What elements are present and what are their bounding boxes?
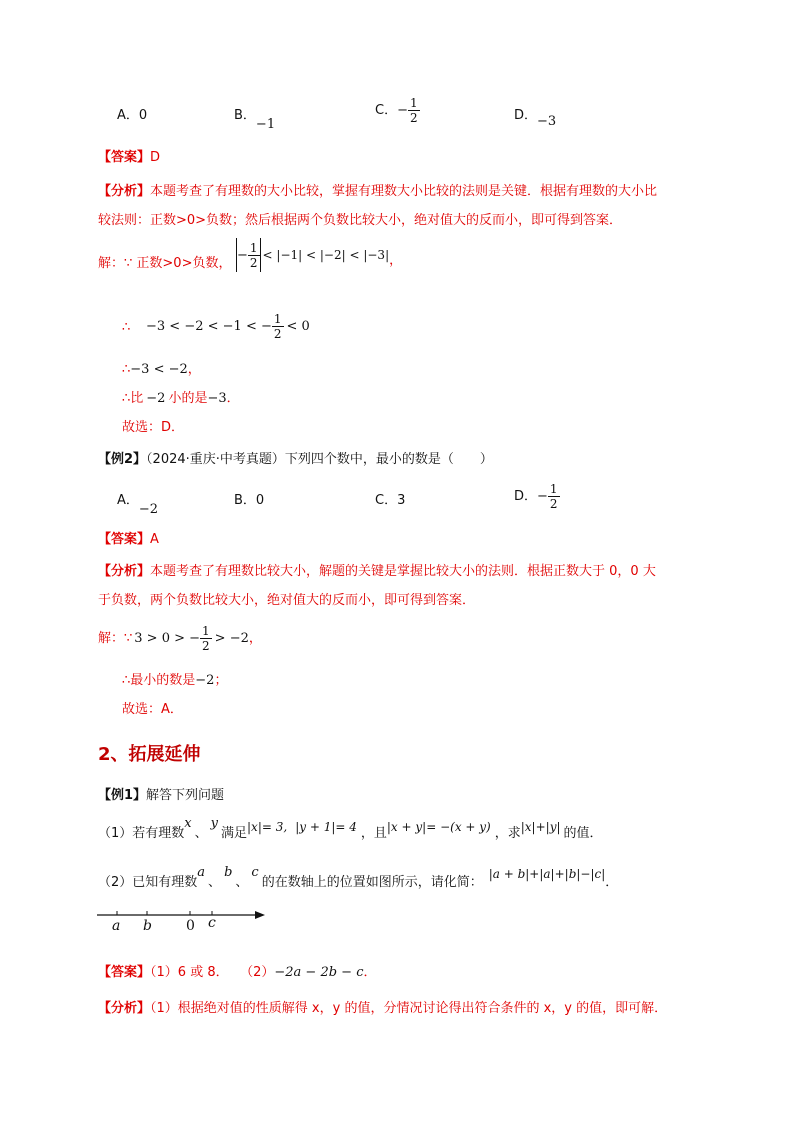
ex2-tag: 【例2】 xyxy=(98,452,147,467)
p1-x: x xyxy=(184,816,192,831)
line4-a: ∴比 xyxy=(122,391,144,406)
q1-solve-line-3 xyxy=(122,360,201,380)
fraction-numerator: 1 xyxy=(202,624,210,638)
line4-m2: −3 xyxy=(207,391,227,406)
ex1b-part-2 xyxy=(98,865,619,893)
ex1b-heading xyxy=(98,786,224,806)
p1-e: 的值． xyxy=(563,826,603,841)
q1-analysis-line-2: 较法则：正数>0>负数；然后根据两个负数比较大小，绝对值大的反而小，即可得到答案． xyxy=(98,213,623,228)
min-end: ； xyxy=(214,673,228,688)
analysis-tag: 【分析】 xyxy=(98,184,151,199)
number-line xyxy=(95,905,270,935)
p1-sep: 、 xyxy=(194,826,208,841)
line3-math: −3 < −2 xyxy=(130,362,188,377)
fraction-denominator: 2 xyxy=(549,497,558,511)
ex2-option-b: B．0 xyxy=(234,493,265,508)
q1-option-c-fraction xyxy=(408,96,420,125)
abs-bar xyxy=(260,238,261,272)
ex2-heading xyxy=(98,450,493,470)
fraction-denominator: 2 xyxy=(202,639,210,653)
p1-b: 满足 xyxy=(221,826,248,841)
line3-prefix: ∴ xyxy=(122,362,131,377)
ex2-solve-line xyxy=(98,624,262,653)
ineq-left: −3 < −2 < −1 < − xyxy=(146,319,272,334)
line4-m1: −2 xyxy=(146,391,166,406)
analysis-text: 本题考查了有理数比较大小，解题的关键是掌握比较大小的法则．根据正数大于 0，0 大 xyxy=(150,564,656,579)
ex2-analysis-line-1 xyxy=(98,562,656,582)
ex2-answer xyxy=(98,530,159,550)
q1-option-a: A．0 xyxy=(117,108,148,123)
ineq-fraction xyxy=(272,312,284,341)
p2-a: （2）已知有理数 xyxy=(98,875,198,890)
q1-solve-line-1 xyxy=(98,254,231,274)
p2-sep1: 、 xyxy=(208,875,222,890)
p2-end: ． xyxy=(605,875,619,890)
min-a: ∴最小的数是 xyxy=(122,673,196,688)
ex2-option-a-label: A． xyxy=(117,493,139,508)
q1-analysis-line-1 xyxy=(98,182,657,202)
fraction-numerator: 1 xyxy=(273,312,282,326)
answer-tag: 【答案】 xyxy=(98,965,151,980)
axis-label-b: b xyxy=(143,918,152,934)
ex1b-answer xyxy=(98,963,377,983)
q1-option-b-value: −1 xyxy=(255,117,276,132)
q1-ineq-prefix: ∴ xyxy=(122,320,131,335)
p1-expr: |x|+|y| xyxy=(520,820,561,834)
answer-2: （2） xyxy=(246,965,275,980)
ex2-option-a xyxy=(117,491,159,517)
fraction-numerator: 1 xyxy=(409,96,418,110)
p1-cond2: |y + 1|= 4 xyxy=(295,820,357,834)
p1-d: ，求 xyxy=(494,826,521,841)
ex2-min-line xyxy=(122,671,227,691)
q1-option-b xyxy=(234,106,276,132)
p1-c: ，且 xyxy=(360,826,387,841)
abs-sign: − xyxy=(237,247,248,263)
p2-sep2: 、 xyxy=(235,875,249,890)
ex2-option-d-fraction xyxy=(548,482,560,511)
ex2-option-c: C．3 xyxy=(375,493,406,508)
p1-y: y xyxy=(210,816,218,831)
arrow-right-icon xyxy=(255,911,265,919)
axis-label-0: 0 xyxy=(186,918,195,934)
analysis-text: 本题考查了有理数的大小比较，掌握有理数大小比较的法则是关键．根据有理数的大小比 xyxy=(150,184,658,199)
line3-end: ， xyxy=(187,362,201,377)
fraction-denominator: 2 xyxy=(249,255,258,270)
q1-option-d-label: D． xyxy=(514,108,538,123)
ex2-option-d-label: D． xyxy=(514,489,538,504)
abs-end: ， xyxy=(389,253,403,268)
ex2-option-a-value: −2 xyxy=(138,502,159,517)
line4-end: ． xyxy=(226,391,240,406)
ineq-right: < 0 xyxy=(286,319,310,334)
p2-expr: |a + b|+|a|+|b|−|c| xyxy=(488,867,606,881)
p1-a: （1）若有理数 xyxy=(98,826,185,841)
p2-vb: b xyxy=(224,865,233,880)
p2-vc: c xyxy=(251,865,259,880)
q1-option-b-label: B． xyxy=(234,108,256,123)
solve-m1: 3 > 0 > − xyxy=(134,631,201,646)
ex1b-analysis xyxy=(98,999,667,1019)
fraction-numerator: 1 xyxy=(249,240,258,255)
min-m: −2 xyxy=(195,673,215,688)
section-title: 2、拓展延伸 xyxy=(98,744,201,765)
axis-label-a: a xyxy=(112,918,121,934)
q1-answer xyxy=(98,148,160,168)
q1-option-c-sign: − xyxy=(397,103,408,118)
p1-cond3: |x + y|= −(x + y) xyxy=(386,820,491,834)
analysis-tag: 【分析】 xyxy=(98,1001,151,1016)
answer-1: （1）6 或 8． xyxy=(150,965,229,980)
q1-solve-line-4 xyxy=(122,389,240,409)
ex2-option-d xyxy=(514,482,560,511)
fraction-numerator: 1 xyxy=(549,482,558,496)
p2-va: a xyxy=(197,865,206,880)
fraction-denominator: 2 xyxy=(273,327,282,341)
answer-2-math: −2a − 2b − c xyxy=(274,965,364,980)
axis-label-c: c xyxy=(208,915,216,931)
abs-rest: < |−1| < |−2| < |−3| xyxy=(262,248,390,262)
analysis-tag: 【分析】 xyxy=(98,564,151,579)
line4-b: 小的是 xyxy=(168,391,208,406)
p2-b: 的在数轴上的位置如图所示，请化简： xyxy=(261,875,483,890)
q1-abs-chain xyxy=(236,238,402,272)
solve-end: ， xyxy=(248,630,262,646)
q1-inequality xyxy=(146,312,310,341)
solve-prefix: 解：∵ xyxy=(98,630,133,646)
abs-fraction xyxy=(248,241,260,270)
ex2-choose: 故选：A． xyxy=(122,702,183,717)
ex2-option-d-sign: − xyxy=(537,489,548,504)
ex2-source: （2024·重庆·中考真题）下列四个数中，最小的数是（ ） xyxy=(146,452,493,467)
solve-prefix: 解：∵ 正数>0>负数， xyxy=(98,256,232,271)
answer-value: D xyxy=(150,150,161,165)
solve-m2: > −2 xyxy=(214,631,249,646)
fraction-denominator: 2 xyxy=(409,111,418,125)
ex1b-part-1 xyxy=(98,816,603,844)
q1-choose: 故选：D． xyxy=(122,420,185,435)
analysis-text: （1）根据绝对值的性质解得 x，y 的值，分情况讨论得出符合条件的 x，y 的值，即可解． xyxy=(150,1001,668,1016)
q1-option-d xyxy=(514,106,557,129)
answer-tag: 【答案】 xyxy=(98,150,151,165)
q1-option-c xyxy=(375,96,420,125)
q1-option-d-value: −3 xyxy=(537,114,557,129)
solve-fraction xyxy=(200,624,212,653)
answer-end: ． xyxy=(363,965,377,980)
ex2-analysis-line-2: 于负数，两个负数比较大小，绝对值大的反而小，即可得到答案． xyxy=(98,593,476,608)
q1-option-c-label: C． xyxy=(375,103,398,118)
p1-cond1: |x|= 3, xyxy=(247,820,288,834)
answer-tag: 【答案】 xyxy=(98,532,151,547)
answer-value: A xyxy=(150,532,159,547)
ex1b-intro: 解答下列问题 xyxy=(146,788,225,803)
ex1b-tag: 【例1】 xyxy=(98,788,147,803)
